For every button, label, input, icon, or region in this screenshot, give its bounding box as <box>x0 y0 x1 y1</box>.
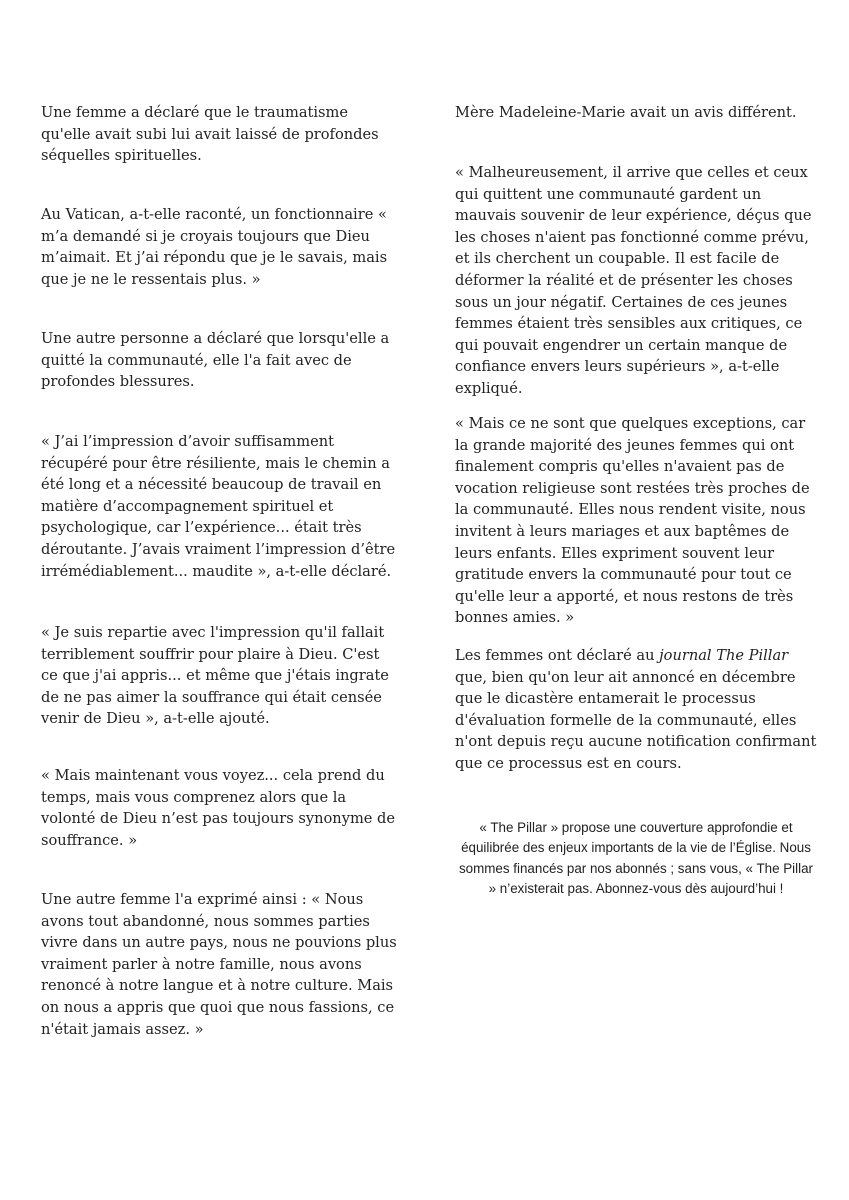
paragraph-vatican: Au Vatican, a-t-elle raconté, un fonctionnaire « m’a demandé si je croyais toujours que Dieu m’aimait. Et j’ai répondu que je le savais, mais que je ne le ressentais plus. » <box>41 206 388 288</box>
pillar-report-start: Les femmes ont déclaré au <box>455 647 660 664</box>
paragraph-trauma: Une femme a déclaré que le traumatisme qu'elle avait subi lui avait laissé de profondes séquelles spirituelles. <box>41 104 379 165</box>
paragraph-suffering-quote: « Je suis repartie avec l'impression qu'il fallait terriblement souffrir pour plaire à Dieu. C'est ce que j'ai appris... et même que j'étais ingrate de ne pas aimer la souffrance qui était censée venir de Dieu », a-t-elle ajouté. <box>41 624 389 728</box>
journal-name: journal The Pillar <box>659 647 789 664</box>
paragraph-abandon-quote: Une autre femme l'a exprimé ainsi : « Nous avons tout abandonné, nous sommes parties vivre dans un autre pays, nous ne pouvions plus vraiment parler à notre famille, nous avons renoncé à notre langue et à notre culture. Mais on nous a appris que quoi que nous fassions, ce n'était jamais assez. » <box>41 891 397 1038</box>
paragraph-pillar-report <box>455 645 817 775</box>
paragraph-unfortunately-quote: « Malheureusement, il arrive que celles et ceux qui quittent une communauté gardent un mauvais souvenir de leur expérience, déçus que les choses n'aient pas fonctionné comme prévu, et ils cherchent un coupable. Il est facile de déformer la réalité et de présenter les choses sous un jour négatif. Certaines de ces jeunes femmes étaient très sensibles aux critiques, ce qui pouvait engendrer un certain manque de confiance envers leurs supérieurs », a-t-elle expliqué. <box>455 164 812 397</box>
paragraph-time-quote: « Mais maintenant vous voyez... cela prend du temps, mais vous comprenez alors que la volonté de Dieu n’est pas toujours synonyme de souffrance. » <box>41 767 396 849</box>
paragraph-exceptions-quote: « Mais ce ne sont que quelques exceptions, car la grande majorité des jeunes femmes qui ont finalement compris qu'elles n'avaient pas de vocation religieuse sont restées très proches de la communauté. Elles nous rendent visite, nous invitent à leurs mariages et aux baptêmes de leurs enfants. Elles expriment souvent leur gratitude envers la communauté pour tout ce qu'elle leur a apporté, et nous restons de très bonnes amies. » <box>455 415 810 627</box>
paragraph-mother-opinion: Mère Madeleine-Marie avait un avis différent. <box>455 104 797 121</box>
pillar-report-end: que, bien qu'on leur ait annoncé en décembre que le dicastère entamerait le processus d'évaluation formelle de la communauté, elles n'ont depuis reçu aucune notification confirmant que ce processus est en cours. <box>455 668 817 772</box>
paragraph-wounds: Une autre personne a déclaré que lorsqu'elle a quitté la communauté, elle l'a fait avec de profondes blessures. <box>41 330 390 391</box>
paragraph-resilience-quote: « J’ai l’impression d’avoir suffisamment récupéré pour être résiliente, mais le chemin a été long et a nécessité beaucoup de travail en matière d’accompagnement spirituel et psychologique, car l’expérience... était très déroutante. J’avais vraiment l’impression d’être irrémédiablement... maudite », a-t-elle déclaré. <box>41 433 396 580</box>
subscription-note: « The Pillar » propose une couverture approfondie et équilibrée des enjeux importants de la vie de l’Église. Nous sommes financés par nos abonnés ; sans vous, « The Pillar » n’existerait pas. Abonnez-vous dès aujourd’hui ! <box>458 820 814 897</box>
